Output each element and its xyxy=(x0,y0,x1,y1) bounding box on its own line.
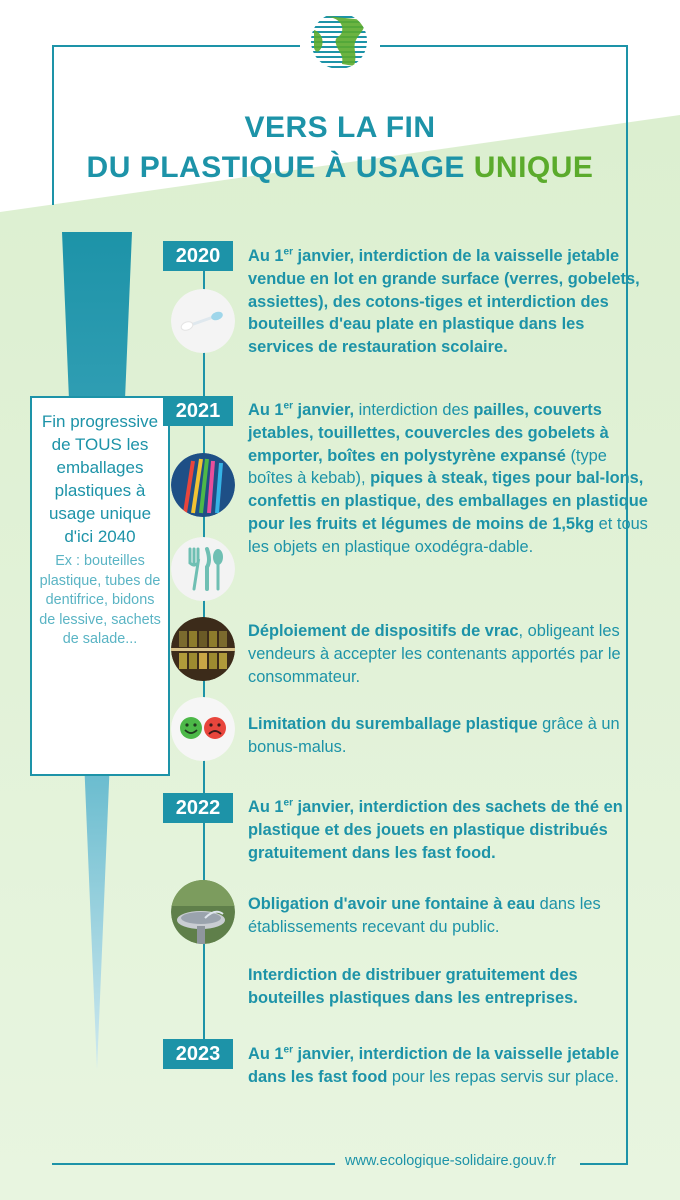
frame-bottom-right xyxy=(580,1163,628,1165)
entry-2022-sup: er xyxy=(283,797,293,809)
entry-2022 xyxy=(248,796,648,864)
footer-url[interactable]: www.ecologique-solidaire.gouv.fr xyxy=(345,1153,556,1169)
frame-left xyxy=(52,45,54,205)
entry-bouteilles-bold: Interdiction de distribuer gratuitement des bouteilles plastiques dans les entreprises. xyxy=(248,966,578,1007)
cotton-swab-icon xyxy=(171,289,235,353)
entry-2023-n1: pour les repas servis sur place. xyxy=(387,1067,619,1086)
cutlery-icon xyxy=(171,537,235,601)
entry-suremballage-text: grâce à un bonus-malus. xyxy=(248,715,620,756)
entry-2023-prefix: Au 1 xyxy=(248,1045,284,1063)
entry-bouteilles xyxy=(248,964,648,1010)
entry-fontaine-bold: Obligation d'avoir une fontaine à eau xyxy=(248,895,536,913)
entry-vrac-bold: Déploiement de dispositifs de vrac xyxy=(248,622,519,640)
entry-2023-b1: janvier, interdiction de la vaisselle jetable dans les fast food xyxy=(248,1045,620,1086)
entry-vrac xyxy=(248,620,648,688)
entry-2021-b2: pailles, couverts jetables, touillettes, couvercles des gobelets à emporter, boîtes en polystyrène expansé xyxy=(248,401,609,465)
entry-2021-b3: piques à steak, tiges pour bal-lons, confettis en plastique, des emballages en plastique pour les fruits et légumes de moins de 1,5kg xyxy=(248,469,648,533)
entry-2021-b1: janvier, xyxy=(292,401,355,419)
year-2022: 2022 xyxy=(163,793,233,823)
entry-2021 xyxy=(248,399,648,559)
frame-top-left xyxy=(52,45,300,47)
straws-icon xyxy=(171,453,235,517)
side-note-examples: Ex : bouteilles plastique, tubes de dentifrice, bidons de lessive, sachets de salade... xyxy=(39,553,161,648)
title-line2-part1: DU PLASTIQUE À USAGE xyxy=(86,151,474,184)
entry-2021-sup: er xyxy=(283,400,293,412)
smiley-faces-icon xyxy=(171,697,235,761)
entry-2020 xyxy=(248,245,648,359)
entry-2021-prefix: Au 1 xyxy=(248,401,284,419)
title-line2-part2: UNIQUE xyxy=(473,151,594,184)
entry-2020-prefix: Au 1 xyxy=(248,247,284,265)
bulk-bottles-icon xyxy=(171,617,235,681)
title-line1: VERS LA FIN xyxy=(244,111,436,144)
frame-top-right xyxy=(380,45,628,47)
entry-2023-sup: er xyxy=(283,1044,293,1056)
entry-2022-text: janvier, interdiction des sachets de thé en plastique et des jouets en plastique distribués gratuitement dans les fast food. xyxy=(248,798,623,862)
entry-2020-sup: er xyxy=(283,246,293,258)
year-2020: 2020 xyxy=(163,241,233,271)
entry-suremballage-bold: Limitation du suremballage plastique xyxy=(248,715,538,733)
page-title xyxy=(60,108,620,188)
frame-bottom xyxy=(52,1163,335,1165)
entry-2022-prefix: Au 1 xyxy=(248,798,284,816)
entry-vrac-text: , obligeant les vendeurs à accepter les contenants apportés par le consommateur. xyxy=(248,622,621,686)
side-note-box xyxy=(30,396,170,776)
entry-2020-text: janvier, interdiction de la vaisselle jetable vendue en lot en grande surface (verres, gobelets, assiettes), des cotons-tiges et interdiction des bouteilles d'eau plate en plastique dans les services de restauration scolaire. xyxy=(248,247,640,357)
water-fountain-icon xyxy=(171,880,235,944)
entry-suremballage xyxy=(248,713,648,759)
entry-2021-n2: (type boîtes à kebab), xyxy=(248,446,607,488)
entry-fontaine xyxy=(248,893,648,939)
entry-fontaine-text: dans les établissements recevant du public. xyxy=(248,895,601,936)
globe-logo-icon xyxy=(306,8,372,74)
side-note-main: Fin progressive de TOUS les emballages plastiques à usage unique d'ici 2040 xyxy=(41,412,159,546)
year-2023: 2023 xyxy=(163,1039,233,1069)
entry-2021-n3: et tous les objets en plastique oxodégra-dable. xyxy=(248,514,648,556)
year-2021: 2021 xyxy=(163,396,233,426)
entry-2023 xyxy=(248,1043,648,1089)
entry-2021-n1: interdiction des xyxy=(354,401,474,419)
